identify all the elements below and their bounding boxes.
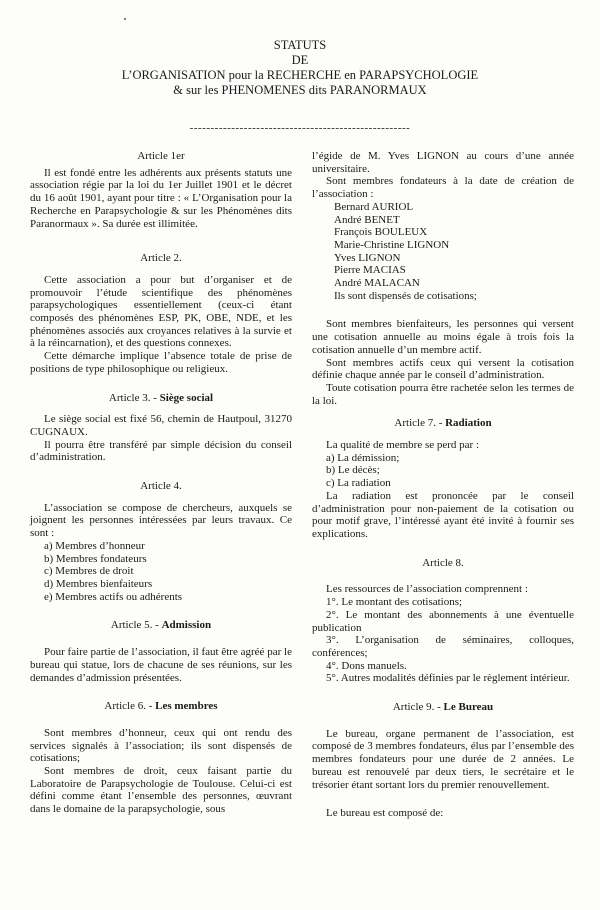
separator-rule: -----------------------------------------------------: [189, 122, 411, 134]
article-3-title: Article 3. - Siège social: [108, 391, 214, 404]
list-item: a) La démission;: [326, 451, 400, 464]
article-6-text: Sont membres d’honneur, ceux qui ont rendu des services signalés à l’association; ils sont dispensés de cotisations;: [30, 726, 292, 765]
founder-name: Bernard AURIOL: [334, 200, 414, 213]
founder-name: Yves LIGNON: [334, 251, 401, 264]
article-8-text: Les ressources de l’association comprennent :: [326, 583, 528, 596]
left-column: [30, 150, 292, 816]
article-3-text: Le siège social est fixé 56, chemin de Hautpoul, 31270 CUGNAUX.: [30, 413, 292, 438]
list-item: 1°. Le montant des cotisations;: [326, 596, 463, 609]
header-title-line1: STATUTS: [273, 38, 327, 52]
document-header: [0, 38, 600, 98]
article-7-text: La qualité de membre se perd par :: [326, 439, 480, 452]
article-8-title: Article 8.: [422, 556, 464, 569]
list-item: b) Le décès;: [326, 464, 380, 477]
article-2-text: Cette association a pour but d’organiser et de promouvoir l’étude scientifique des phénomènes parapsychologiques essentiellement (ceux-ci étant composés des phénomènes ESP, PK, OBE, NDE, et les phénomènes associés aux croyances relatives à la survie et à la réincarnation), et des questions connexes.: [30, 273, 292, 350]
founders-exemption: Ils sont dispensés de cotisations;: [334, 289, 477, 302]
list-item: 5°. Autres modalités définies par le règlement intérieur.: [326, 672, 570, 685]
benefactors-text: Sont membres bienfaiteurs, les personnes qui versent une cotisation annuelle au moins égale à trois fois la cotisation annuelle d’un membre actif.: [312, 318, 574, 356]
founder-name: Pierre MACIAS: [334, 264, 406, 277]
article-5-title: Article 5. - Admission: [110, 619, 212, 632]
article-2-text-2: Cette démarche implique l’absence totale de prise de positions de type philosophique ou religieux.: [30, 350, 292, 375]
list-item: c) La radiation: [326, 477, 391, 490]
header-title-line3: L’ORGANISATION pour la RECHERCHE en PARAPSYCHOLOGIE: [121, 68, 479, 82]
list-item: a) Membres d’honneur: [44, 539, 145, 552]
scan-speck: [124, 18, 126, 20]
founder-name: André BENET: [334, 213, 400, 226]
article-6-text-2: Sont membres de droit, ceux faisant partie du Laboratoire de Parapsychologie de Toulouse. Celui-ci est défini comme étant l’ensemble des personnes, œuvrant dans le domaine de la parapsychologie, sous: [30, 765, 292, 816]
article-6-title: Article 6. - Les membres: [104, 700, 218, 713]
list-item: e) Membres actifs ou adhérents: [44, 590, 183, 603]
right-column: [312, 150, 574, 820]
article-4-title: Article 4.: [140, 480, 182, 493]
founders-intro: Sont membres fondateurs à la date de création de l’association :: [312, 175, 574, 201]
article-7-title: Article 7. - Radiation: [394, 417, 492, 430]
article-7-text-2: La radiation est prononcée par le conseil d’administration pour non-paiement de la cotisation ou pour motif grave, l’intéressé ayant été invité à fournir ses explications.: [312, 489, 574, 540]
article-4-text: L’association se compose de chercheurs, auxquels se joignent les personnes intéressées par leurs travaux. Ce sont :: [30, 501, 292, 540]
list-item: 3°. L’organisation de séminaires, colloques, conférences;: [312, 634, 574, 659]
article-5-text: Pour faire partie de l’association, il faut être agréé par le bureau qui statue, lors de chacune de ses réunions, sur les demandes d’admission présentées.: [30, 646, 292, 684]
article-1-text: Il est fondé entre les adhérents aux présents statuts une association régie par la loi du 1er Juillet 1901 et le décret du 16 août 1901, ayant pour titre : « L’Organisation pour la Recherche en Parapsychologie & sur les Phénomènes dits Paranormaux ». Sa durée est illimitée.: [30, 166, 292, 230]
article-9-text: Le bureau, organe permanent de l’association, est composé de 3 membres fondateurs, élus par l’ensemble des membres fondateurs pour une durée de 2 années. Le bureau est renouvelé par deux tiers, le secrétaire et le trésorier étant sortant lors du premier renouvellement.: [312, 727, 574, 791]
article-9-text-2: Le bureau est composé de:: [326, 807, 444, 820]
article-3-text-2: Il pourra être transféré par simple décision du conseil d’administration.: [30, 438, 292, 464]
cotisation-text: Toute cotisation pourra être rachetée selon les termes de la loi.: [312, 381, 574, 407]
article-6-continued: l’égide de M. Yves LIGNON au cours d’une année universitaire.: [312, 150, 574, 175]
founder-name: Marie-Christine LIGNON: [334, 238, 450, 251]
list-item: c) Membres de droit: [44, 565, 134, 578]
list-item: 4°. Dons manuels.: [326, 659, 407, 672]
article-9-title: Article 9. - Le Bureau: [392, 701, 494, 714]
active-members-text: Sont membres actifs ceux qui versent la cotisation définie chaque année par le conseil d’administration.: [312, 356, 574, 382]
founder-name: André MALACAN: [334, 277, 420, 290]
list-item: 2°. Le montant des abonnements à une éventuelle publication: [312, 608, 574, 634]
list-item: b) Membres fondateurs: [44, 552, 147, 565]
header-title-line2: DE: [291, 53, 309, 67]
article-1-title: Article 1er: [137, 150, 185, 162]
header-title-line4: & sur les PHENOMENES dits PARANORMAUX: [173, 83, 427, 97]
list-item: d) Membres bienfaiteurs: [44, 577, 153, 590]
founder-name: François BOULEUX: [334, 226, 428, 239]
article-2-title: Article 2.: [140, 252, 182, 265]
